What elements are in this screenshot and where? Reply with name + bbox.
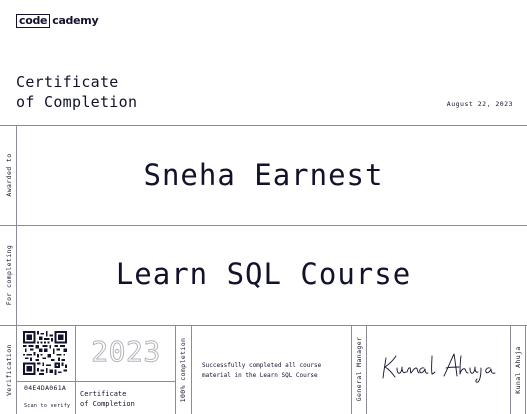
logo-code-box: code	[16, 14, 50, 28]
footer-col-rule-4	[351, 325, 352, 414]
divider-middle	[0, 225, 527, 226]
recipient-name: Sneha Earnest	[143, 158, 384, 192]
footer-col-rule-6	[510, 325, 511, 414]
scan-to-verify-label: Scan to verify	[24, 403, 71, 409]
logo-academy-text: cademy	[52, 14, 99, 27]
for-completing-label: For completing	[5, 244, 13, 306]
footer-col-rule-5	[366, 325, 367, 414]
general-manager-label: General Manager	[355, 336, 363, 402]
course-description: Successfully completed all course material in the Learn SQL Course	[202, 362, 322, 379]
certificate-title-line2: of Completion	[16, 93, 138, 111]
divider-bottom	[0, 325, 527, 326]
footer-title-line2: of Completion	[80, 400, 135, 408]
verification-label: Verification	[5, 344, 13, 396]
completion-year: 2023	[91, 335, 161, 368]
footer-title-line1: Certificate	[80, 390, 127, 398]
certificate-title	[16, 72, 137, 112]
signatory-name-label: Kunal Ahuja	[514, 346, 522, 394]
footer-certificate-title	[80, 389, 135, 409]
issue-date: August 22, 2023	[446, 100, 513, 108]
verification-id: 04E4DA061A	[24, 384, 67, 392]
course-name: Learn SQL Course	[115, 257, 412, 291]
signature-icon	[380, 350, 498, 384]
right-edge-rule	[525, 325, 526, 414]
awarded-to-label: Awarded to	[5, 153, 13, 197]
certificate-title-line1: Certificate	[16, 73, 119, 91]
footer-inner-rule	[16, 381, 176, 382]
codecademy-logo	[16, 14, 98, 28]
completion-label: 100% completion	[179, 337, 187, 403]
divider-top	[0, 125, 527, 126]
footer-col-rule-3	[191, 325, 192, 414]
qr-code-icon[interactable]	[23, 331, 67, 375]
